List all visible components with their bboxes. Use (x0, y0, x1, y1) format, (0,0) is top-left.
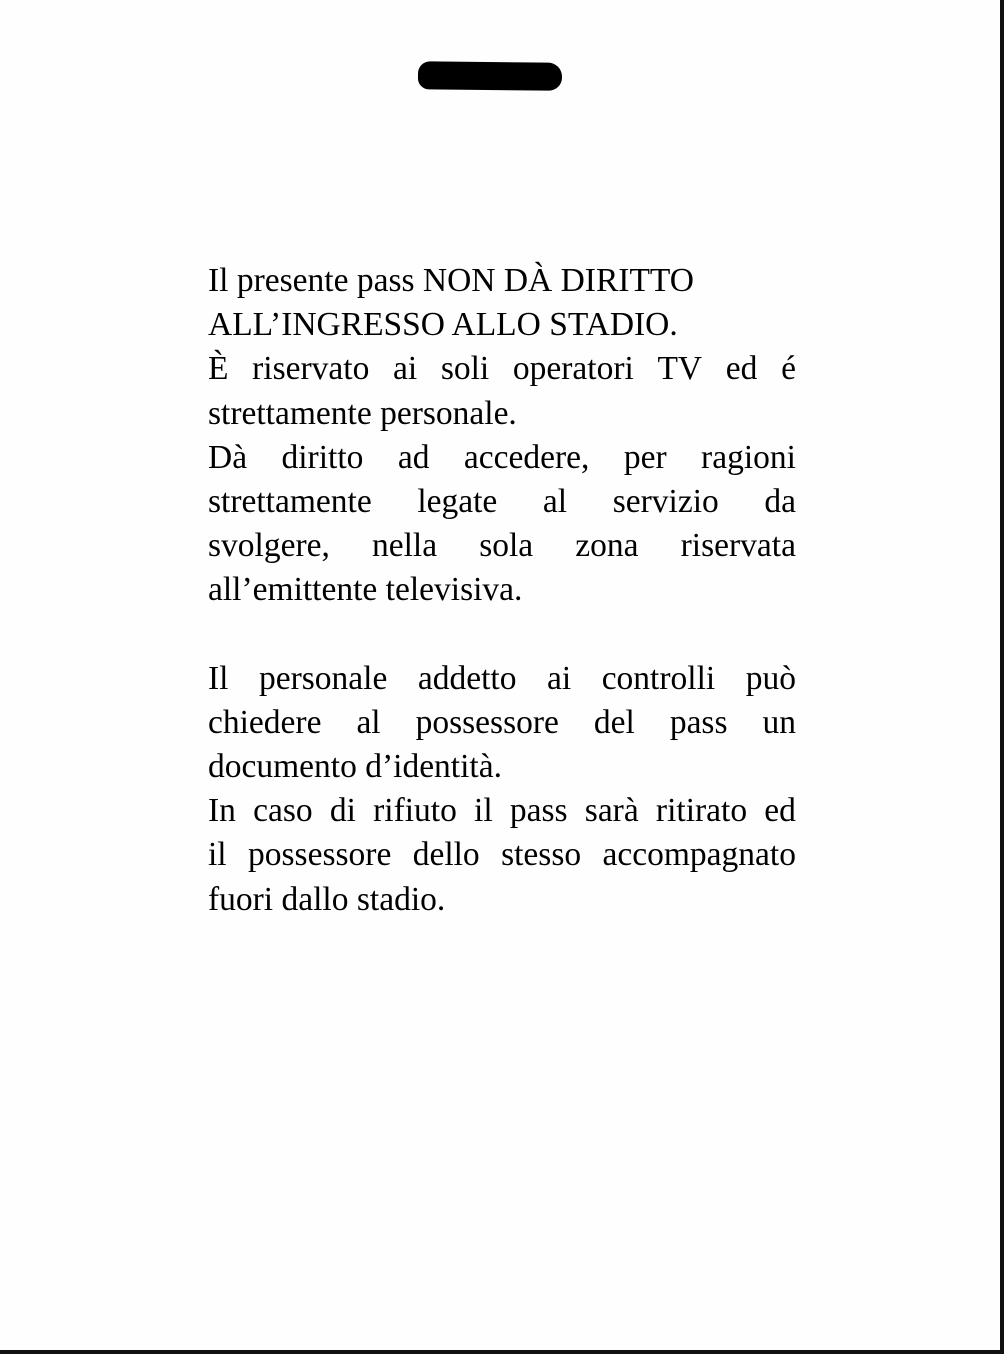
word: sola (479, 527, 534, 565)
word: del (593, 703, 635, 741)
word: operatori (512, 350, 634, 388)
word: riservato (252, 350, 370, 388)
text-line: all’emittente televisiva. (208, 571, 523, 609)
word: pass (509, 792, 568, 830)
word: diritto (281, 438, 364, 476)
word: ragioni (701, 438, 796, 476)
pass-terms-text (208, 259, 796, 922)
paragraph-identity-check (208, 657, 796, 790)
word: ed (725, 350, 758, 388)
word: pass (669, 703, 728, 741)
text-line: ALL’INGRESSO ALLO STADIO. (208, 306, 678, 344)
word: ai (546, 659, 572, 697)
text-line (208, 436, 796, 480)
word: soli (440, 350, 490, 388)
word: servizio (612, 483, 719, 521)
paragraph-reserved-operators (208, 347, 796, 435)
word: In (208, 792, 236, 830)
word: Dà (208, 438, 248, 476)
word: sarà (584, 792, 639, 830)
paragraph-spacer (208, 613, 796, 657)
word: svolgere, (208, 527, 330, 565)
word: chiedere (208, 703, 322, 741)
text-line (208, 789, 796, 833)
word: nella (371, 527, 438, 565)
text-line (208, 524, 796, 568)
text-line: fuori dallo stadio. (208, 880, 446, 918)
word: da (764, 483, 796, 521)
word: il (208, 836, 227, 874)
word: al (542, 483, 568, 521)
word: al (356, 703, 381, 741)
word: ad (397, 438, 430, 476)
word: possessore (248, 836, 392, 874)
word: controlli (601, 659, 716, 697)
word: strettamente (208, 483, 372, 521)
text-line (208, 480, 796, 524)
word: un (762, 703, 796, 741)
word: accedere, (463, 438, 590, 476)
word: é (781, 350, 796, 388)
text-line (208, 347, 796, 391)
paragraph-refusal (208, 789, 796, 922)
text-line (208, 657, 796, 701)
word: zona (575, 527, 639, 565)
text-line (208, 701, 796, 745)
paragraph-entry-restriction (208, 259, 796, 347)
word: legate (417, 483, 498, 521)
word: ritirato (655, 792, 748, 830)
paragraph-access-rights (208, 436, 796, 613)
word: possessore (415, 703, 559, 741)
word: TV (657, 350, 703, 388)
text-line: strettamente personale. (208, 394, 517, 432)
word: per (623, 438, 667, 476)
word: dello (412, 836, 480, 874)
word: ai (392, 350, 418, 388)
word: Il (208, 659, 229, 697)
lanyard-slot (418, 61, 562, 91)
word: rifiuto (373, 792, 457, 830)
word: È (208, 350, 229, 388)
word: addetto (417, 659, 517, 697)
word: può (745, 659, 796, 697)
text-line: documento d’identità. (208, 748, 502, 786)
word: stesso (501, 836, 582, 874)
word: il (474, 792, 493, 830)
text-line: Il presente pass NON DÀ DIRITTO (208, 262, 694, 299)
word: accompagnato (602, 836, 796, 874)
word: personale (258, 659, 388, 697)
word: riservata (680, 527, 796, 565)
text-line (208, 833, 796, 877)
word: ed (764, 792, 796, 830)
word: caso (253, 792, 313, 830)
word: di (329, 792, 356, 830)
